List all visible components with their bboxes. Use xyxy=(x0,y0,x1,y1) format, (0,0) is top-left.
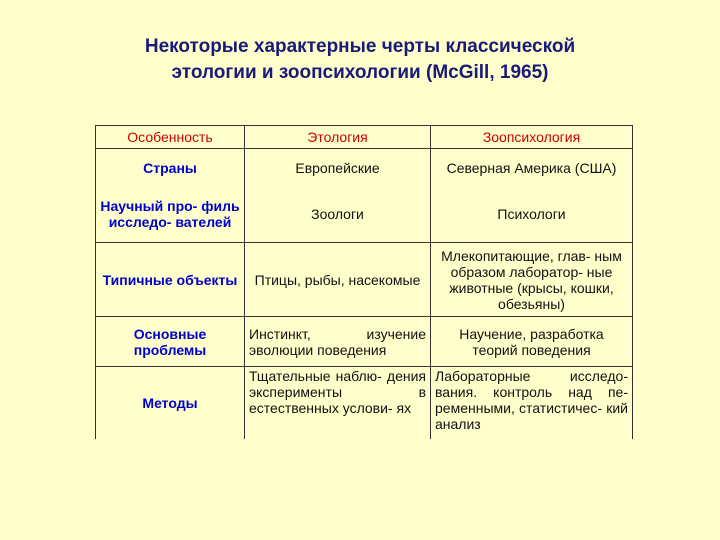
row-ethology: Птицы, рыбы, насекомые xyxy=(245,243,431,317)
row-feature: Методы xyxy=(96,367,245,439)
row-feature: Основные проблемы xyxy=(96,317,245,367)
row-zoopsychology: Северная Америка (США) xyxy=(431,149,633,187)
title-line-2: этологии и зоопсихологии (McGill, 1965) xyxy=(171,62,549,83)
row-feature: Страны xyxy=(96,149,245,187)
row-zoopsychology: Психологи xyxy=(431,187,633,243)
header-ethology: Этология xyxy=(245,126,431,149)
row-zoopsychology: Лабораторные исследо- вания. контроль над пе- ременными, статистичес- кий анализ xyxy=(431,367,633,439)
header-feature: Особенность xyxy=(96,126,245,149)
row-feature: Научный про- филь исследо- вателей xyxy=(96,187,245,243)
comparison-table xyxy=(95,125,633,439)
row-zoopsychology: Научение, разработка теорий поведения xyxy=(431,317,633,367)
table-header-row xyxy=(96,126,633,149)
table-row xyxy=(96,187,633,243)
row-feature: Типичные объекты xyxy=(96,243,245,317)
title-line-1: Некоторые характерные черты классической xyxy=(144,36,576,57)
table-row xyxy=(96,367,633,439)
row-ethology: Инстинкт, изучение эволюции поведения xyxy=(245,317,431,367)
header-zoopsychology: Зоопсихология xyxy=(431,126,633,149)
page-title xyxy=(0,34,720,86)
table-row xyxy=(96,243,633,317)
row-zoopsychology: Млекопитающие, глав- ным образом лаборатор- ные животные (крысы, кошки, обезьяны) xyxy=(431,243,633,317)
row-ethology: Тщательные наблю- дения эксперименты в естественных услови- ях xyxy=(245,367,431,439)
table-row xyxy=(96,317,633,367)
table-row xyxy=(96,149,633,187)
row-ethology: Европейские xyxy=(245,149,431,187)
row-ethology: Зоологи xyxy=(245,187,431,243)
